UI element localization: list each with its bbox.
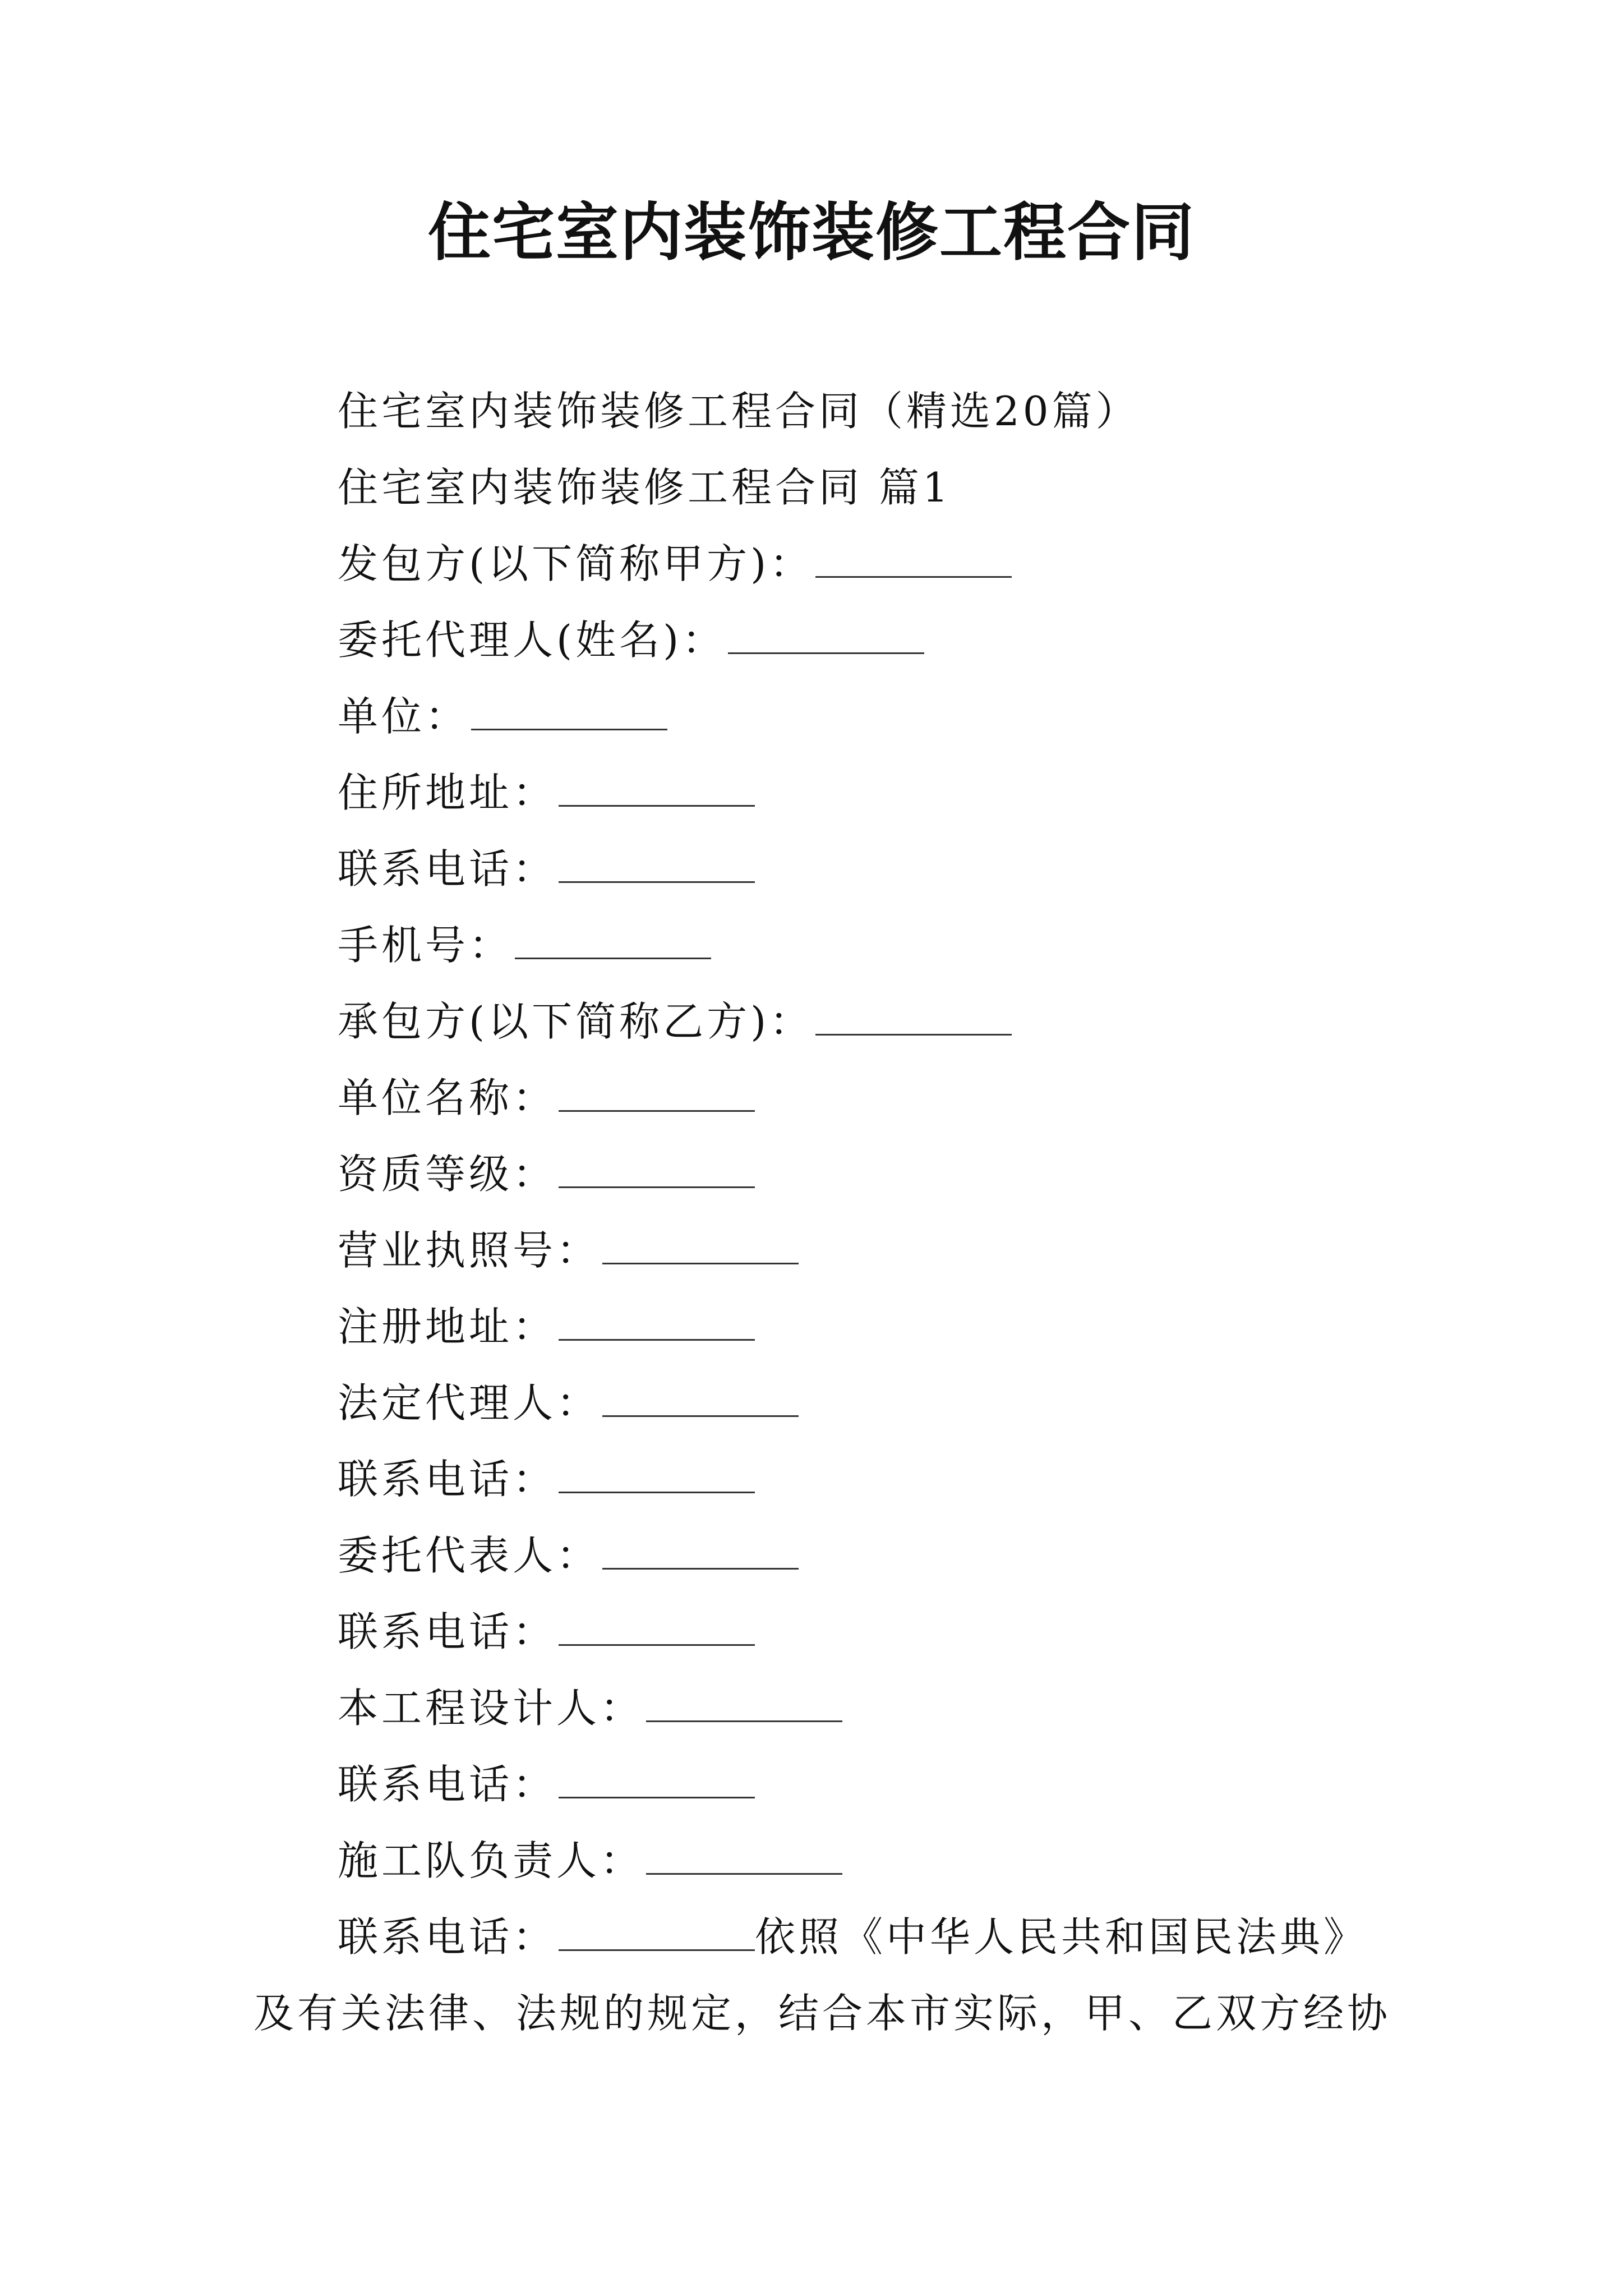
section-heading: 住宅室内装饰装修工程合同 篇1 xyxy=(338,464,952,511)
field-label: 联系电话： xyxy=(338,1913,557,1961)
field-address xyxy=(253,754,1403,831)
field-label: 承包方(以下简称乙方)： xyxy=(338,998,814,1045)
fill-in-blank xyxy=(559,772,755,807)
field-unit xyxy=(253,678,1403,754)
fill-in-blank xyxy=(602,1535,799,1570)
field-label: 住所地址： xyxy=(338,769,557,816)
fill-in-blank xyxy=(602,1383,799,1417)
field-qualification xyxy=(253,1136,1403,1212)
field-label: 联系电话： xyxy=(338,845,557,892)
fill-in-blank xyxy=(815,1001,1012,1036)
field-label: 委托代表人： xyxy=(338,1532,601,1579)
document-subtitle: 住宅室内装饰装修工程合同（精选20篇） xyxy=(338,388,1140,435)
field-registered-address xyxy=(253,1289,1403,1365)
field-delegate xyxy=(253,1517,1403,1594)
paragraph-text: 依照《中华人民共和国民法典》 xyxy=(755,1913,1368,1961)
field-label: 营业执照号： xyxy=(338,1227,601,1274)
field-mobile xyxy=(253,907,1403,983)
field-phone xyxy=(253,831,1403,907)
field-crew-leader xyxy=(253,1823,1403,1899)
field-label: 单位名称： xyxy=(338,1074,557,1121)
field-label: 联系电话： xyxy=(338,1608,557,1655)
field-phone-final xyxy=(253,1899,1403,1975)
field-label: 法定代理人： xyxy=(338,1379,601,1427)
fill-in-blank xyxy=(559,1764,755,1798)
fill-in-blank xyxy=(815,544,1012,578)
fill-in-blank xyxy=(559,1154,755,1188)
document-body xyxy=(253,373,1403,2051)
field-label: 注册地址： xyxy=(338,1303,557,1350)
fill-in-blank xyxy=(559,1306,755,1341)
field-phone xyxy=(253,1441,1403,1517)
field-label: 联系电话： xyxy=(338,1456,557,1503)
field-designer xyxy=(253,1670,1403,1746)
paragraph-continuation: 及有关法律、法规的规定，结合本市实际，甲、乙双方经协 xyxy=(253,1990,1391,2037)
fill-in-blank xyxy=(559,1459,755,1493)
field-label: 发包方(以下简称甲方)： xyxy=(338,540,814,587)
fill-in-blank xyxy=(728,620,924,654)
fill-in-blank xyxy=(646,1841,842,1875)
field-label: 单位： xyxy=(338,693,469,740)
fill-in-blank xyxy=(559,1917,755,1951)
field-phone xyxy=(253,1594,1403,1670)
field-label: 手机号： xyxy=(338,922,513,969)
field-company-name xyxy=(253,1060,1403,1136)
field-label: 本工程设计人： xyxy=(338,1685,644,1732)
page-title: 住宅室内装饰装修工程合同 xyxy=(428,196,1195,269)
fill-in-blank xyxy=(646,1688,842,1722)
field-label: 施工队负责人： xyxy=(338,1837,644,1884)
fill-in-blank xyxy=(471,696,667,730)
field-label: 联系电话： xyxy=(338,1761,557,1808)
field-label: 资质等级： xyxy=(338,1151,557,1198)
fill-in-blank xyxy=(602,1230,799,1264)
fill-in-blank xyxy=(559,1612,755,1646)
field-employer xyxy=(253,526,1403,602)
field-license-number xyxy=(253,1212,1403,1289)
field-agent-name xyxy=(253,602,1403,678)
field-contractor xyxy=(253,983,1403,1060)
fill-in-blank xyxy=(559,1078,755,1112)
field-phone xyxy=(253,1746,1403,1823)
field-label: 委托代理人(姓名)： xyxy=(338,616,726,664)
fill-in-blank xyxy=(559,849,755,883)
field-legal-representative xyxy=(253,1365,1403,1441)
fill-in-blank xyxy=(515,925,711,959)
